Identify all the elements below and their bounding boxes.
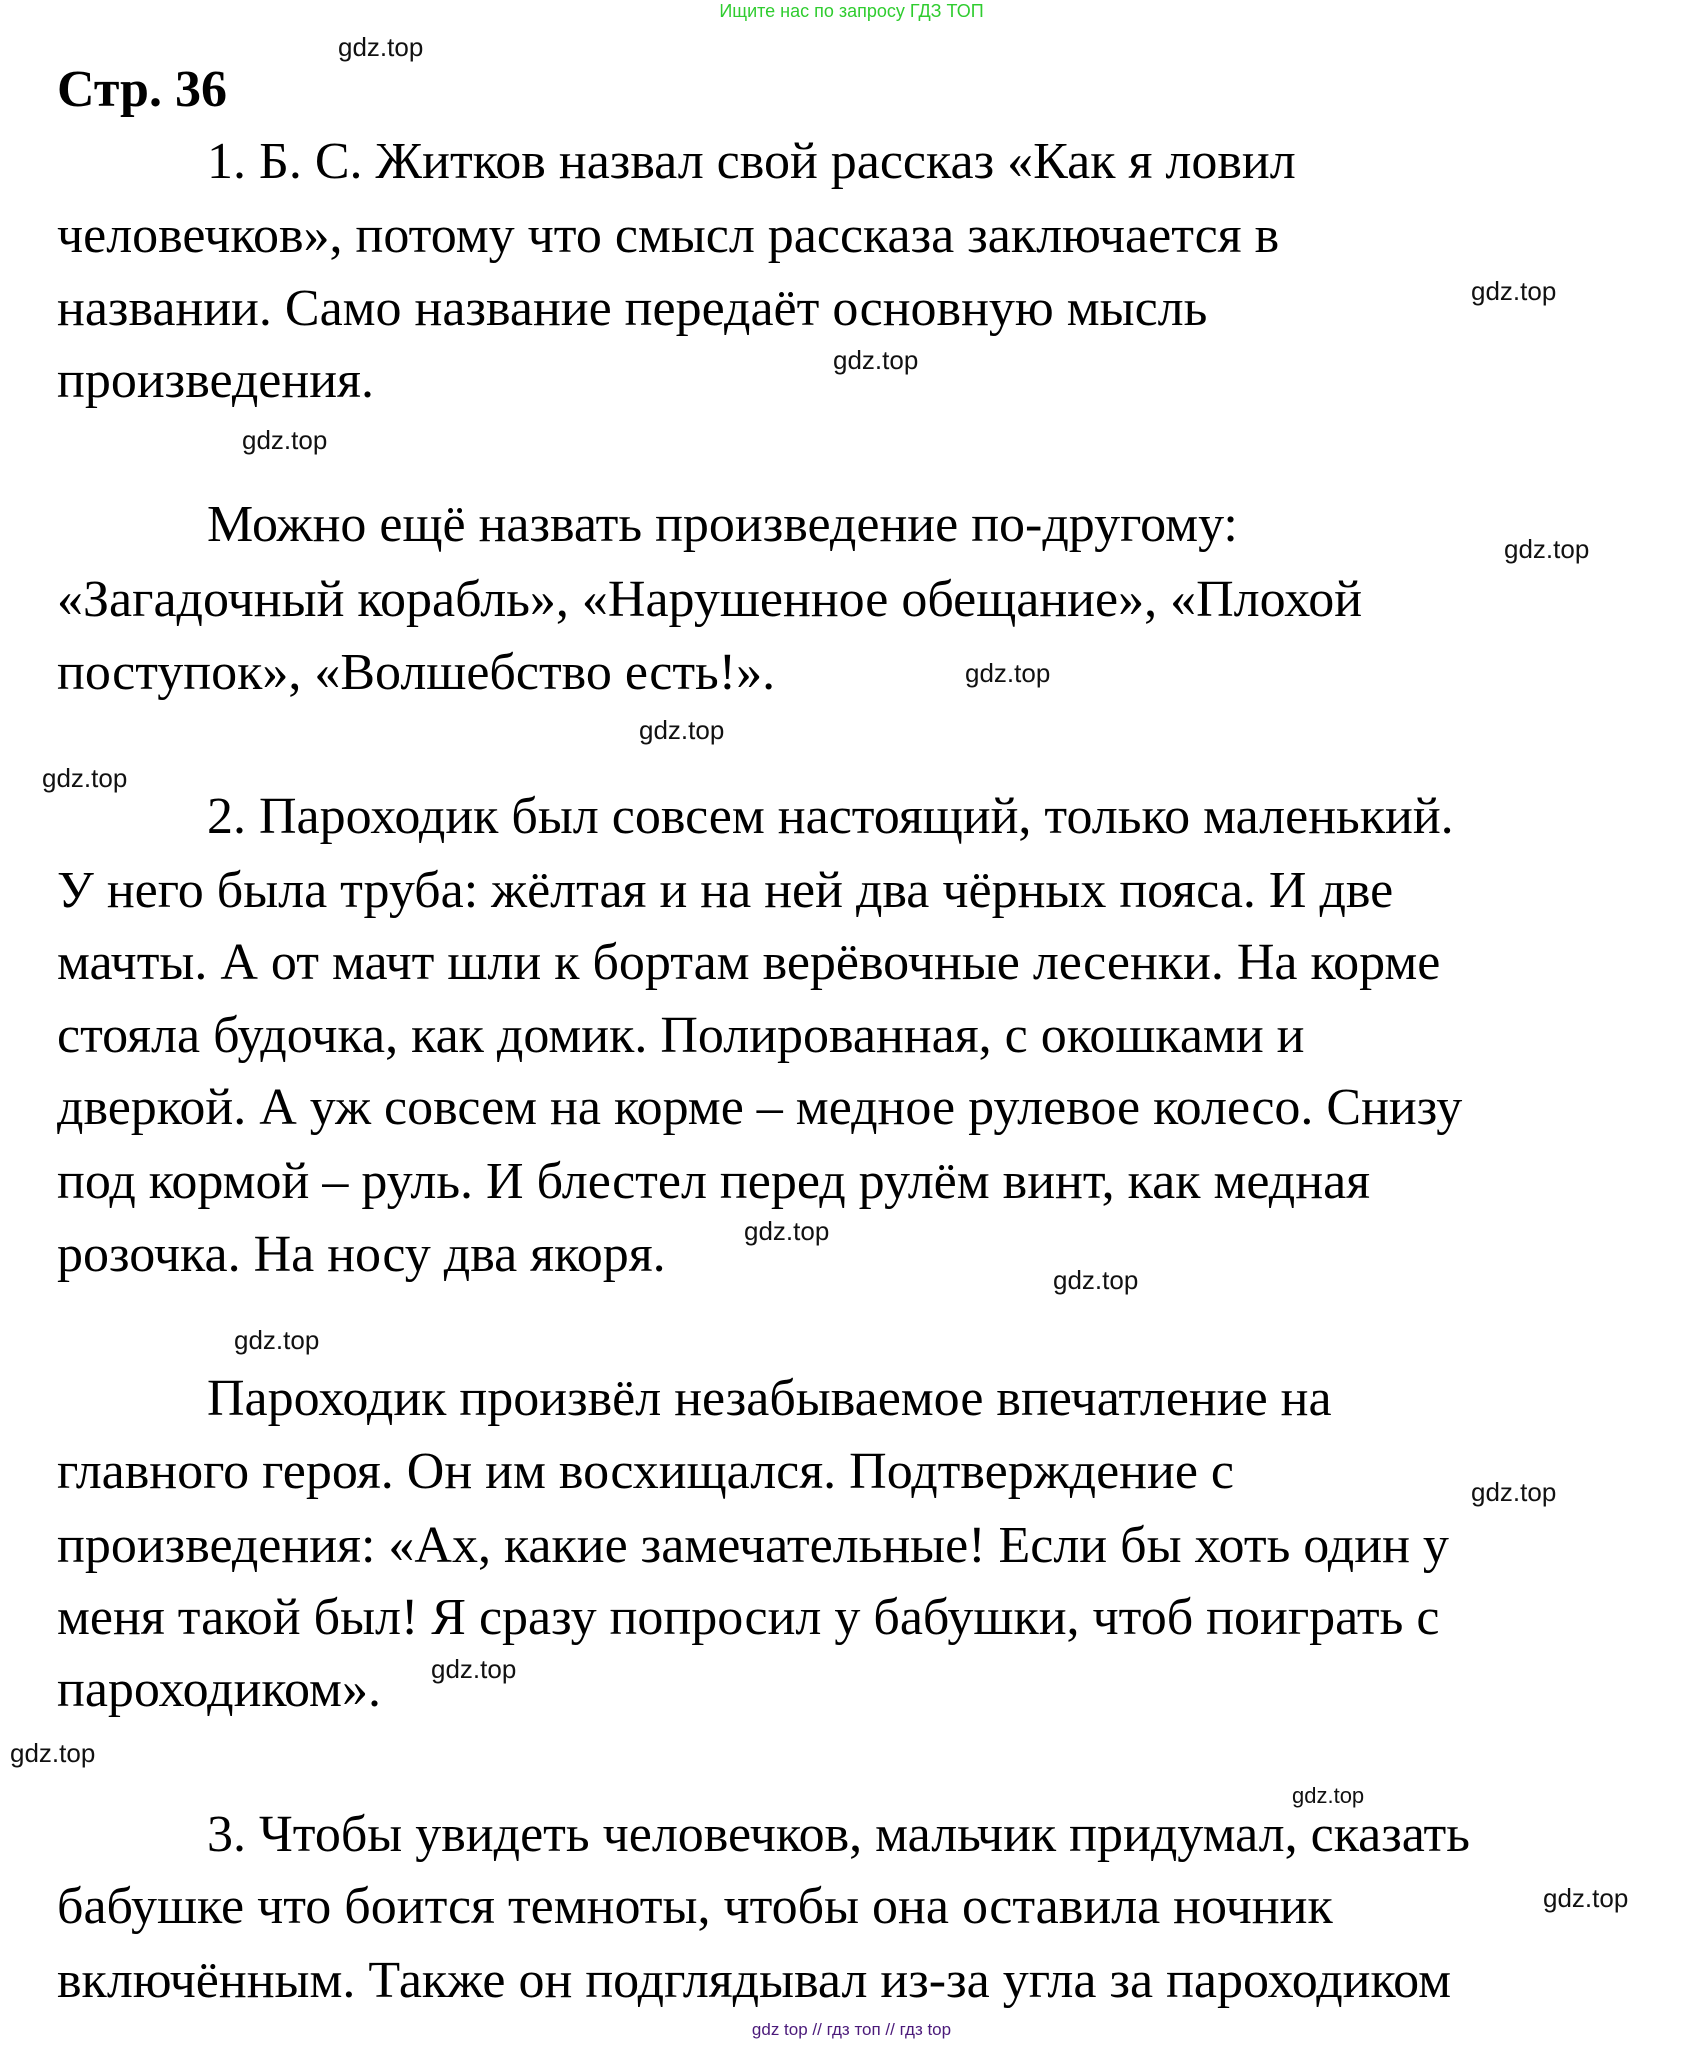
watermark: gdz.top (1292, 1783, 1365, 1808)
text-line: меня такой был! Я сразу попросил у бабушки, чтоб поиграть с (57, 1589, 1440, 1646)
page-title: Стр. 36 (57, 61, 227, 118)
text-line: стояла будочка, как домик. Полированная, с окошками и (57, 1007, 1305, 1064)
watermark: gdz.top (1471, 276, 1557, 306)
watermark: gdz.top (1543, 1883, 1629, 1913)
watermark: gdz.top (338, 32, 424, 62)
text-line: 2. Пароходик был совсем настоящий, только маленький. (207, 788, 1454, 845)
text-line: пароходиком». (57, 1661, 381, 1718)
footer-watermark: gdz top // гдз топ // гдз top (751, 2020, 952, 2039)
text-line: У него была труба: жёлтая и на ней два чёрных пояса. И две (57, 862, 1394, 919)
watermark: gdz.top (1471, 1477, 1557, 1507)
watermark: gdz.top (744, 1216, 830, 1246)
text-line: главного героя. Он им восхищался. Подтверждение с (57, 1443, 1234, 1500)
text-line: человечков», потому что смысл рассказа заключается в (57, 207, 1280, 264)
watermark: gdz.top (833, 345, 919, 375)
watermark: gdz.top (431, 1654, 517, 1684)
text-line: включённым. Также он подглядывал из-за угла за пароходиком (57, 1952, 1452, 2009)
watermark: gdz.top (1504, 534, 1590, 564)
text-line: поступок», «Волшебство есть!». (57, 644, 776, 701)
text-line: под кормой – руль. И блестел перед рулём винт, как медная (57, 1153, 1371, 1210)
text-line: Пароходик произвёл незабываемое впечатление на (207, 1370, 1332, 1427)
text-line: 3. Чтобы увидеть человечков, мальчик придумал, сказать (207, 1806, 1470, 1863)
watermark: gdz.top (965, 658, 1051, 688)
search-banner: Ищите нас по запросу ГДЗ ТОП (719, 1, 984, 21)
watermark: gdz.top (242, 425, 328, 455)
text-line: бабушке что боится темноты, чтобы она оставила ночник (57, 1878, 1333, 1935)
text-line: розочка. На носу два якоря. (57, 1226, 666, 1283)
watermark: gdz.top (10, 1738, 96, 1768)
text-line: «Загадочный корабль», «Нарушенное обещание», «Плохой (57, 571, 1363, 628)
watermark: gdz.top (42, 763, 128, 793)
text-line: мачты. А от мачт шли к бортам верёвочные лесенки. На корме (57, 934, 1441, 991)
text-line: дверкой. А уж совсем на корме – медное рулевое колесо. Снизу (57, 1079, 1463, 1136)
text-line: произведения: «Ах, какие замечательные! Если бы хоть один у (57, 1517, 1449, 1574)
watermark: gdz.top (1053, 1265, 1139, 1295)
text-line: названии. Само название передаёт основную мысль (57, 280, 1208, 337)
text-line: произведения. (57, 352, 374, 409)
watermark: gdz.top (234, 1325, 320, 1355)
text-line: 1. Б. С. Житков назвал свой рассказ «Как я ловил (207, 133, 1296, 190)
text-line: Можно ещё назвать произведение по-другому: (207, 496, 1238, 553)
watermark: gdz.top (639, 715, 725, 745)
